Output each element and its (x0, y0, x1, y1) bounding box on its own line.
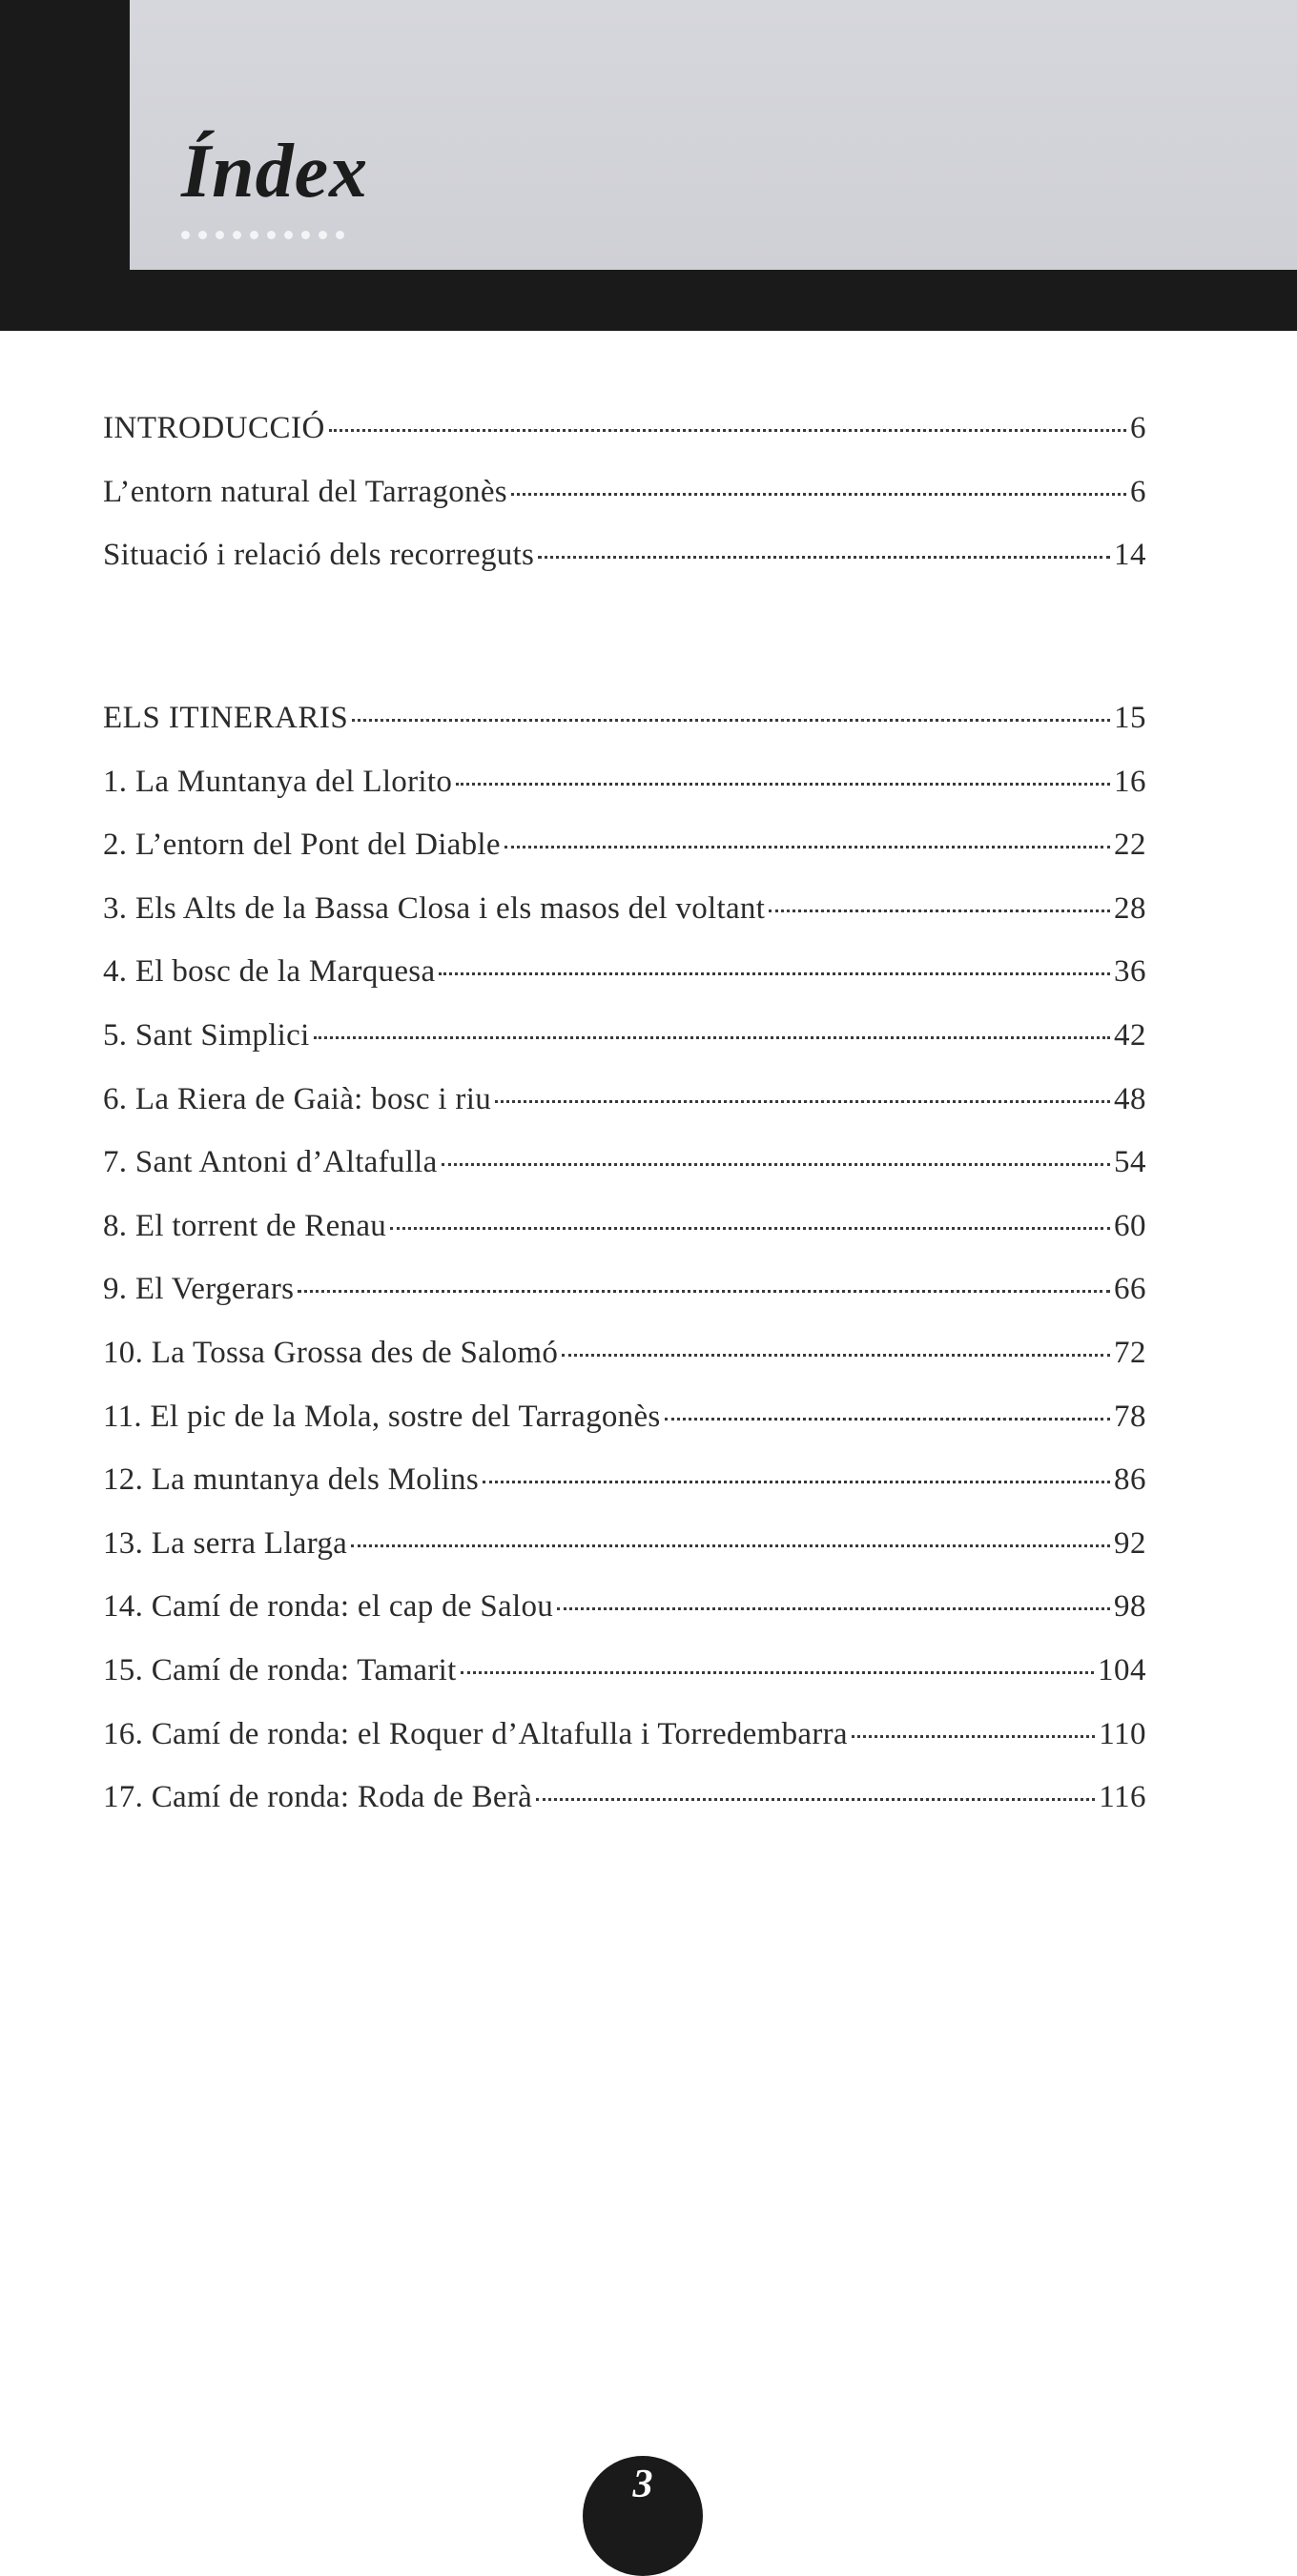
title-dots-ornament (181, 231, 344, 239)
page-title: Índex (181, 130, 369, 214)
toc-entry[interactable] (103, 1082, 1146, 1146)
toc-entry[interactable] (103, 538, 1146, 602)
toc-entry-title: 9. El Vergerars (103, 1272, 295, 1307)
toc-entry[interactable] (103, 1209, 1146, 1273)
dot-leader (511, 493, 1126, 496)
dot-leader (351, 1544, 1110, 1547)
dot-leader (495, 1100, 1110, 1103)
dot-leader (665, 1418, 1110, 1421)
toc-entry[interactable] (103, 828, 1146, 891)
toc-entry-page: 16 (1114, 764, 1146, 799)
dot-leader (504, 846, 1110, 848)
toc-entry-page: 60 (1114, 1208, 1146, 1243)
dot-leader (536, 1798, 1095, 1801)
toc-itineraries-section (103, 701, 1146, 1844)
toc-entry-page: 110 (1099, 1716, 1146, 1751)
toc-entry[interactable] (103, 954, 1146, 1018)
toc-entry-title: 13. La serra Llarga (103, 1525, 348, 1561)
dot-leader (439, 972, 1110, 975)
dot-leader (456, 783, 1110, 786)
toc-entry-title: 4. El bosc de la Marquesa (103, 954, 436, 990)
dot-leader (461, 1671, 1094, 1674)
toc-entry-page: 28 (1114, 890, 1146, 926)
toc-entry[interactable] (103, 765, 1146, 828)
toc-entry-title: 16. Camí de ronda: el Roquer d’Altafulla i Torredembarra (103, 1716, 848, 1751)
toc-entry-page: 15 (1114, 701, 1146, 735)
toc-entry-page: 72 (1114, 1335, 1146, 1370)
dot-leader (562, 1354, 1110, 1357)
toc-entry-title: 1. La Muntanya del Llorito (103, 764, 453, 799)
toc-entry-title: 17. Camí de ronda: Roda de Berà (103, 1780, 533, 1815)
dot-leader (314, 1036, 1110, 1039)
toc-entry-title: 3. Els Alts de la Bassa Closa i els masos del voltant (103, 890, 766, 926)
dot-leader (852, 1735, 1095, 1738)
toc-introduction-section (103, 411, 1146, 602)
toc-entry-page: 6 (1130, 474, 1146, 509)
toc-entry-page: 14 (1114, 538, 1146, 573)
toc-section-heading[interactable] (103, 411, 1146, 475)
toc-entry-page: 104 (1098, 1652, 1146, 1687)
page-number-badge (583, 2456, 703, 2576)
toc-entry[interactable] (103, 1589, 1146, 1653)
toc-entry-page: 54 (1114, 1145, 1146, 1180)
toc-entry[interactable] (103, 1400, 1146, 1463)
toc-entry[interactable] (103, 1526, 1146, 1590)
toc-entry-page: 22 (1114, 828, 1146, 863)
toc-entry-page: 116 (1099, 1780, 1146, 1815)
toc-entry[interactable] (103, 1272, 1146, 1336)
toc-entry-title: 15. Camí de ronda: Tamarit (103, 1652, 457, 1687)
toc-entry[interactable] (103, 1018, 1146, 1082)
toc-entry-page: 48 (1114, 1081, 1146, 1116)
toc-entry-title: 7. Sant Antoni d’Altafulla (103, 1145, 438, 1180)
toc-entry-title: L’entorn natural del Tarragonès (103, 474, 507, 509)
dot-leader (390, 1227, 1110, 1230)
toc-entry-page: 66 (1114, 1272, 1146, 1307)
toc-entry-page: 86 (1114, 1462, 1146, 1498)
toc-entry[interactable] (103, 1653, 1146, 1717)
toc-entry-title: INTRODUCCIÓ (103, 411, 325, 445)
toc-entry-title: ELS ITINERARIS (103, 701, 349, 735)
dot-leader (298, 1290, 1110, 1293)
toc-entry[interactable] (103, 475, 1146, 539)
toc-entry[interactable] (103, 891, 1146, 955)
toc-section-heading[interactable] (103, 701, 1146, 765)
toc-entry-title: 8. El torrent de Renau (103, 1208, 387, 1243)
toc-entry-title: 14. Camí de ronda: el cap de Salou (103, 1589, 554, 1625)
toc-entry[interactable] (103, 1717, 1146, 1781)
toc-entry-page: 42 (1114, 1017, 1146, 1053)
toc-entry-title: 6. La Riera de Gaià: bosc i riu (103, 1081, 491, 1116)
dot-leader (557, 1607, 1110, 1610)
toc-entry-title: 5. Sant Simplici (103, 1017, 310, 1053)
toc-entry-page: 36 (1114, 954, 1146, 990)
toc-entry[interactable] (103, 1336, 1146, 1400)
toc-entry[interactable] (103, 1462, 1146, 1526)
toc-entry[interactable] (103, 1780, 1146, 1844)
dot-leader (769, 910, 1110, 912)
page-number: 3 (632, 2463, 653, 2506)
toc-entry-page: 98 (1114, 1589, 1146, 1625)
toc-entry-title: 2. L’entorn del Pont del Diable (103, 828, 501, 863)
toc-entry-page: 78 (1114, 1399, 1146, 1434)
dot-leader (538, 556, 1110, 559)
dot-leader (483, 1481, 1110, 1483)
toc-entry-title: 11. El pic de la Mola, sostre del Tarragonès (103, 1399, 661, 1434)
toc-entry-page: 6 (1130, 411, 1146, 445)
toc-entry-page: 92 (1114, 1525, 1146, 1561)
toc-entry-title: Situació i relació dels recorreguts (103, 538, 535, 573)
dot-leader (329, 429, 1126, 432)
toc-entry-title: 12. La muntanya dels Molins (103, 1462, 479, 1498)
dot-leader (442, 1163, 1110, 1166)
dot-leader (352, 719, 1110, 722)
toc-entry-title: 10. La Tossa Grossa des de Salomó (103, 1335, 559, 1370)
toc-entry[interactable] (103, 1145, 1146, 1209)
